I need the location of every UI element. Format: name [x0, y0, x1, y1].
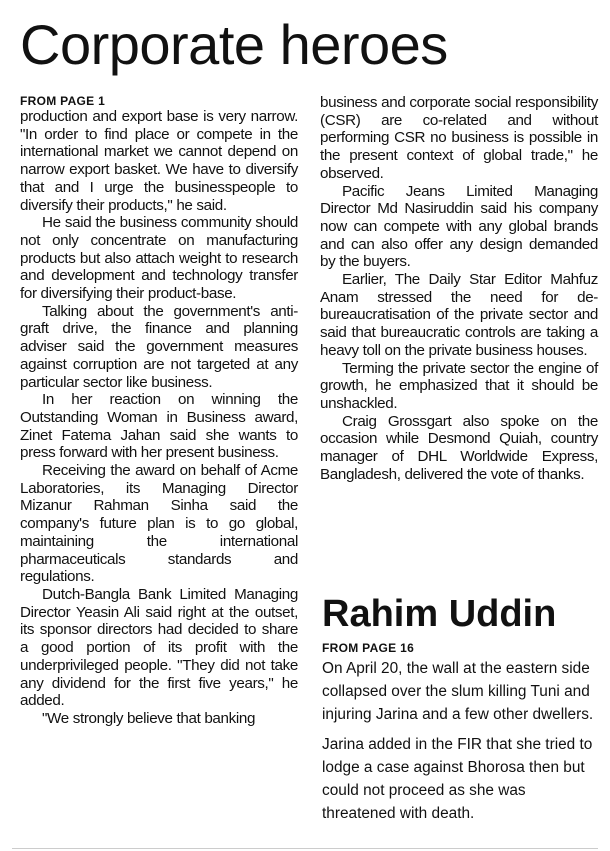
article-paragraph: Talking about the government's anti-graft drive, the finance and planning adviser said the government measures against corruption are not targeted at any particular sector like business. — [20, 302, 298, 391]
article-paragraph: production and export base is very narrow. "In order to find place or compete in the international market we cannot depend on narrow export basket. We have to diversify that and I urge the businesspeople to diversify their products," he said. — [20, 108, 298, 214]
bottom-divider — [12, 848, 598, 849]
article-paragraph: Pacific Jeans Limited Managing Director Md Nasiruddin said his company now can compete with any global brands and can also offer any design demanded by the buyers. — [320, 182, 598, 271]
article-paragraph: Terming the private sector the engine of growth, he emphasized that it should be unshackled. — [320, 359, 598, 412]
second-article-paragraph: Jarina added in the FIR that she tried to lodge a case against Bhorosa then but could not proceed as she was threatened with death. — [322, 736, 593, 822]
article-paragraph: Dutch-Bangla Bank Limited Managing Director Yeasin Ali said right at the outset, its sponsor directors had decided to share a good portion of its profit with the underprivileged people. "They did not take any dividend for the first five years," he added. — [20, 585, 298, 710]
article-paragraph: He said the business community should not only concentrate on manufacturing products but also attach weight to research and development and technology transfer for diversifying their product-base. — [20, 214, 298, 303]
article-paragraph: Earlier, The Daily Star Editor Mahfuz Anam stressed the need for de-bureaucratisation of the private sector and said that bureaucratic controls are taking a heavy toll on the private business houses. — [320, 271, 598, 359]
article-paragraph: business and corporate social responsibility (CSR) are co-related and without performing CSR no business is possible in the present context of global trade," he observed. — [320, 94, 598, 182]
article-paragraph: Craig Grossgart also spoke on the occasion while Desmond Quiah, country manager of DHL Worldwide Express, Bangladesh, delivered the vote of thanks. — [320, 412, 598, 483]
article-column-right — [320, 94, 598, 483]
article-column-left — [20, 94, 298, 728]
article-headline: Corporate heroes — [20, 13, 448, 76]
second-article-column — [322, 640, 598, 826]
second-from-page-label: FROM PAGE 16 — [322, 641, 415, 655]
second-article-headline: Rahim Uddin — [322, 593, 557, 635]
article-paragraph: In her reaction on winning the Outstanding Woman in Business award, Zinet Fatema Jahan said she wants to press forward with her present business. — [20, 391, 298, 462]
from-page-label: FROM PAGE 1 — [20, 94, 106, 108]
article-paragraph: Receiving the award on behalf of Acme Laboratories, its Managing Director Mizanur Rahman Sinha said the company's future plan is to go global, maintaining the international pharmaceuticals standards and regulations. — [20, 462, 298, 586]
article-paragraph: "We strongly believe that banking — [42, 709, 256, 727]
second-article-paragraph: On April 20, the wall at the eastern side collapsed over the slum killing Tuni and injuring Jarina and a few other dwellers. — [322, 660, 594, 723]
